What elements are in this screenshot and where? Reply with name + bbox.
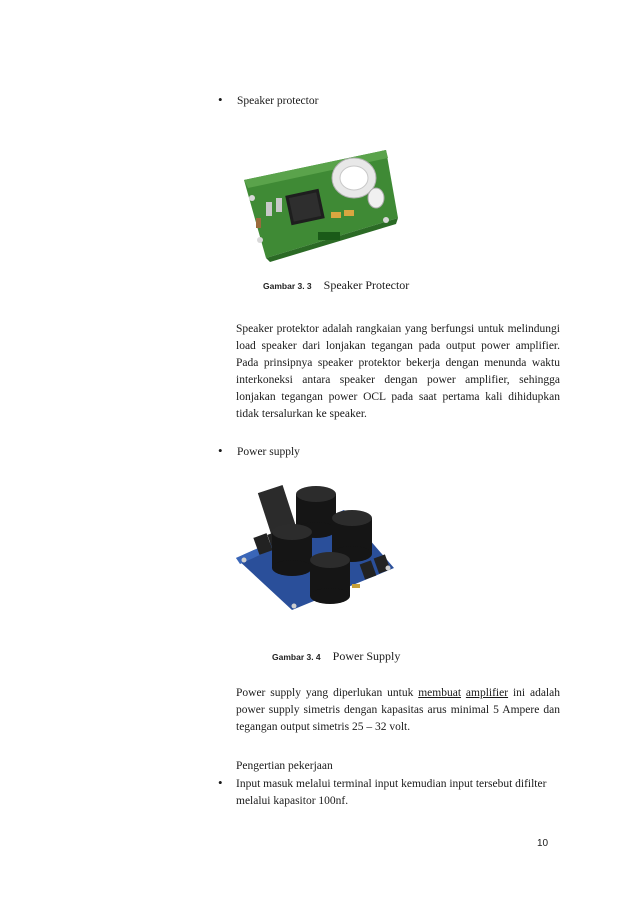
power-text-1: Power supply yang diperlukan untuk bbox=[236, 687, 419, 699]
bullet-input: Input masuk melalui terminal input kemudian input tersebut difilter melalui kapasitor 100nf. bbox=[236, 778, 547, 807]
figure-label: Gambar 3. 3 bbox=[263, 281, 312, 291]
bullet-speaker-protector: Speaker protector bbox=[237, 95, 319, 107]
figure-title: Power Supply bbox=[332, 649, 401, 663]
speaker-protector-paragraph: Speaker protektor adalah rangkaian yang berfungsi untuk melindungi load speaker dari lonjakan tegangan pada output power amplifier. Pada prinsipnya speaker protektor bekerja dengan menunda waktu interkoneksi antara speaker dengan power amplifier, sehingga lonjakan tegangan power OCL pada saat pertama kali dihidupkan tidak tersalurkan ke speaker. bbox=[236, 323, 560, 420]
bullet-power-supply: Power supply bbox=[237, 446, 300, 458]
figure-caption-power-supply bbox=[272, 647, 400, 665]
power-text-underlined-2: amplifier bbox=[465, 687, 509, 699]
figure-label: Gambar 3. 4 bbox=[272, 652, 321, 662]
power-text-underlined-1: membuat bbox=[418, 687, 462, 699]
power-text-2: ini adalah power supply simetris dengan kapasitas arus minimal 5 Ampere dan tegangan output simetris 25 – 32 volt. bbox=[236, 687, 560, 733]
speaker-protector-image bbox=[236, 140, 400, 262]
bullet-dot-icon: • bbox=[218, 775, 223, 790]
figure-title: Speaker Protector bbox=[323, 278, 410, 292]
bullet-dot-icon: • bbox=[218, 92, 223, 107]
figure-caption-speaker-protector bbox=[263, 276, 409, 294]
bullet-dot-icon: • bbox=[218, 443, 223, 458]
pengertian-heading: Pengertian pekerjaan bbox=[236, 760, 333, 772]
page-number: 10 bbox=[537, 838, 549, 849]
power-supply-image bbox=[234, 480, 396, 612]
power-supply-paragraph bbox=[236, 685, 560, 736]
